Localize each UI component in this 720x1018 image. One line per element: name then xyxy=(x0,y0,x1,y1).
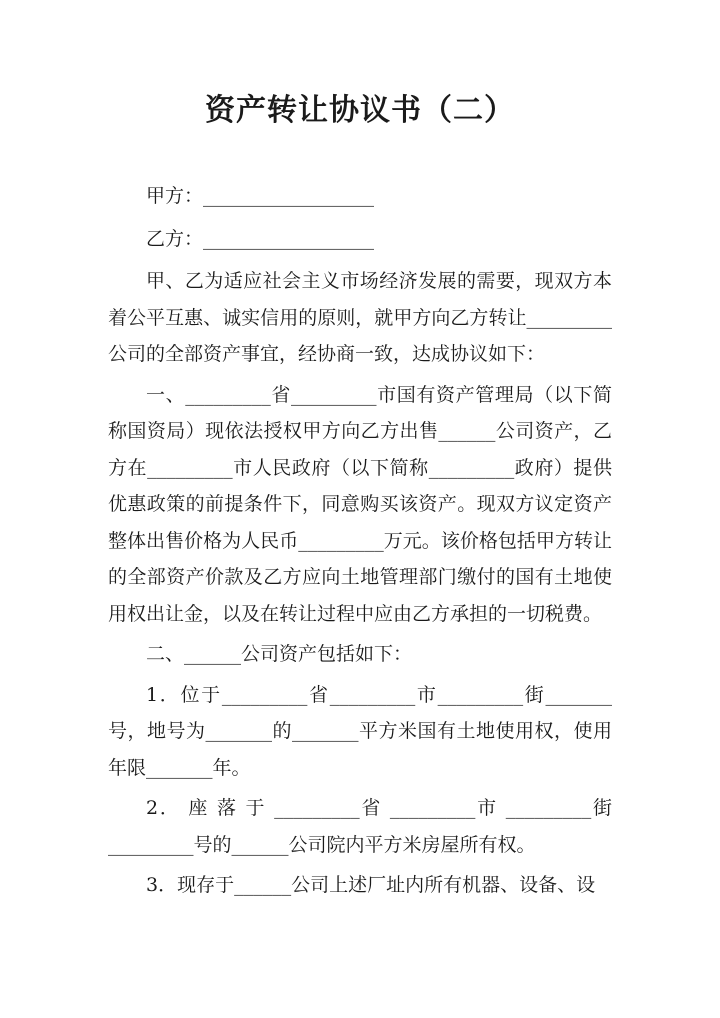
clause-2-paragraph: 二、______公司资产包括如下： xyxy=(146,643,413,665)
clause-2-item-3: 3．现存于______公司上述厂址内所有机器、设备、设 xyxy=(146,874,596,896)
document-body xyxy=(108,178,612,908)
party-a-line: 甲方：__________________ xyxy=(146,185,375,207)
party-b-line: 乙方：__________________ xyxy=(146,227,375,250)
clause-2-item-2: 2． 座 落 于 _________省 _________市 _________街_________号的______公司院内平方米房屋所有权。 xyxy=(108,797,612,856)
clause-2-item-1: 1．位于_________省_________市_________街_______号，地号为_______的_______平方米国有土地使用权，使用年限_______年。 xyxy=(108,683,612,779)
clause-1-paragraph: 一、_________省_________市国有资产管理局（以下简称国资局）现依法授权甲方向乙方出售______公司资产，乙方在_________市人民政府（以下简称_________政府）提供优惠政策的前提条件下，同意购买该资产。现双方议定资产整体出售价格为人民币_________万元。该价格包括甲方转让的全部资产价款及乙方应向土地管理部门缴付的国有土地使用权出让金，以及在转让过程中应由乙方承担的一切税费。 xyxy=(108,383,612,625)
intro-paragraph: 甲、乙为适应社会主义市场经济发展的需要，现双方本着公平互惠、诚实信用的原则，就甲方向乙方转让_________公司的全部资产事宜，经协商一致，达成协议如下： xyxy=(108,270,612,365)
document-title: 资产转让协议书（二） xyxy=(205,93,515,128)
